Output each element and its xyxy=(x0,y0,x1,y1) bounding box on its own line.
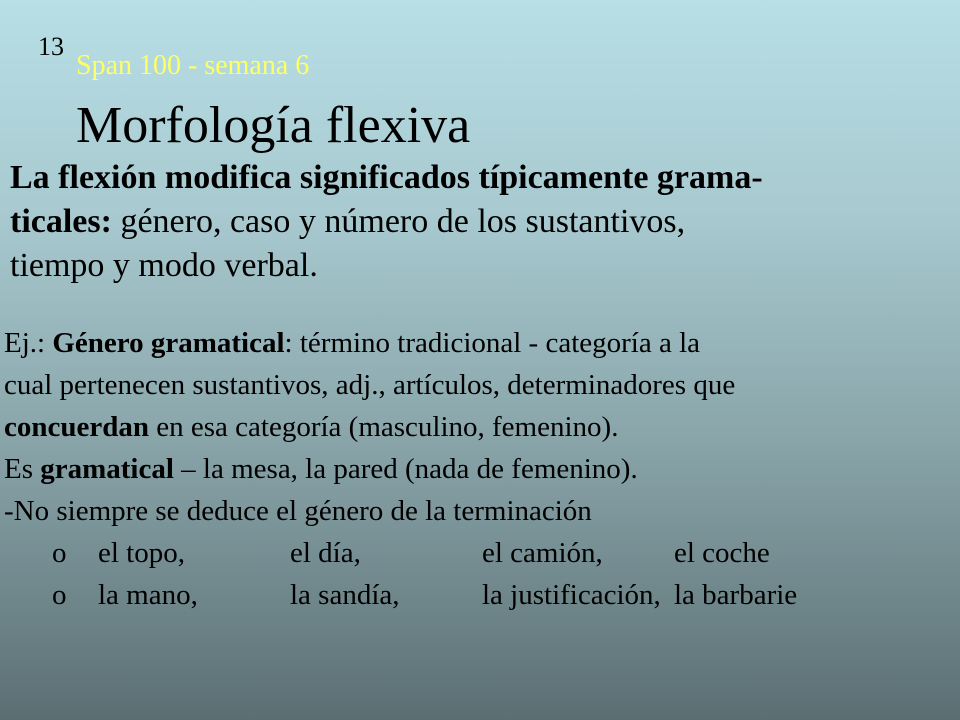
example-word: la sandía, xyxy=(290,579,400,611)
bullet-icon: o xyxy=(52,579,67,611)
example-word: el camión, xyxy=(482,537,603,569)
body-text: : término tradicional - categoría a la xyxy=(284,327,701,359)
intro-paragraph xyxy=(10,156,955,288)
example-word: la mano, xyxy=(98,579,198,611)
example-word: el coche xyxy=(674,537,770,569)
body-line-4 xyxy=(4,448,954,490)
example-row-masculine xyxy=(4,532,954,574)
slide-title: Morfología flexiva xyxy=(76,97,471,154)
body-line-3 xyxy=(4,406,954,448)
body-line-1 xyxy=(4,322,954,364)
example-word: el topo, xyxy=(98,537,185,569)
body-paragraph xyxy=(4,322,954,616)
intro-bold-1: La flexión modifica significados típicamente grama- xyxy=(10,159,763,196)
intro-line-1 xyxy=(10,156,955,200)
body-bold: concuerdan xyxy=(4,411,149,443)
body-line-5: -No siempre se deduce el género de la terminación xyxy=(4,495,592,527)
body-bold: Género gramatical xyxy=(52,327,285,359)
example-word: la barbarie xyxy=(674,579,798,611)
body-text: en esa categoría (masculino, femenino). xyxy=(149,411,619,443)
body-line-2: cual pertenecen sustantivos, adj., artículos, determinadores que xyxy=(4,369,736,401)
bullet-icon: o xyxy=(52,537,67,569)
body-text: Es xyxy=(4,453,41,485)
intro-text-2: género, caso y número de los sustantivos, xyxy=(111,203,686,240)
intro-line-3: tiempo y modo verbal. xyxy=(10,247,318,284)
course-label: Span 100 - semana 6 xyxy=(76,50,310,81)
slide-number: 13 xyxy=(38,32,64,61)
example-row-feminine xyxy=(4,574,954,616)
example-word: el día, xyxy=(290,537,361,569)
intro-bold-2: ticales: xyxy=(10,203,112,240)
body-bold: gramatical xyxy=(40,453,174,485)
body-text: Ej.: xyxy=(4,327,53,359)
body-text: – la mesa, la pared (nada de femenino). xyxy=(173,453,638,485)
example-word: la justificación, xyxy=(482,579,661,611)
intro-line-2 xyxy=(10,200,955,244)
